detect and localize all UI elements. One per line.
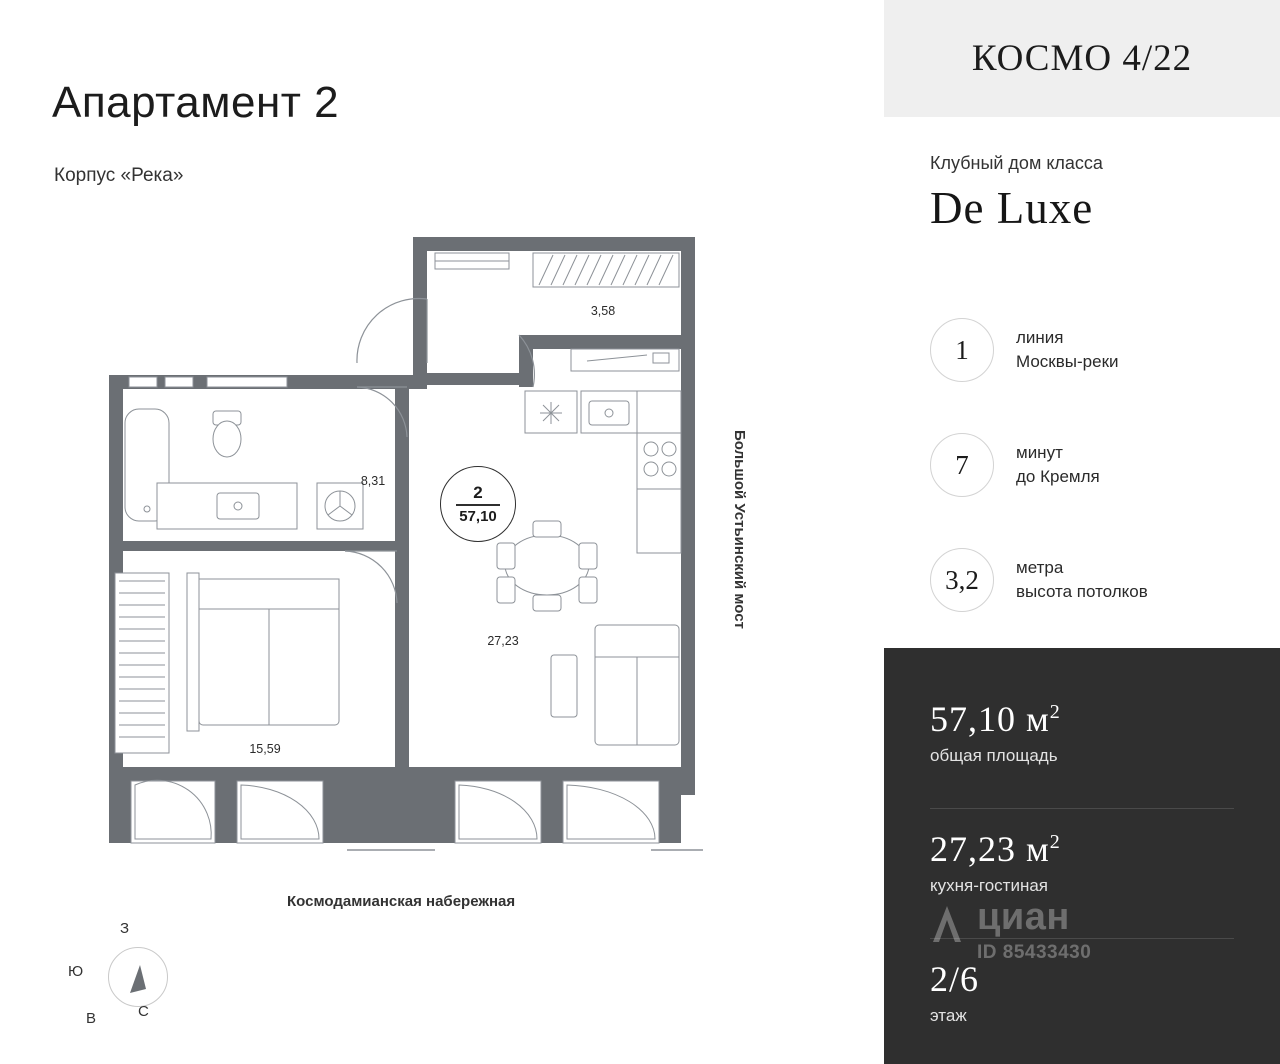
summary-item <box>884 828 1280 896</box>
summary-sup: 2 <box>1049 831 1061 853</box>
compass-label-north: З <box>120 920 130 937</box>
area-label-kitchen-living: 27,23 <box>487 634 519 648</box>
brand-name: КОСМО 4/22 <box>971 38 1193 79</box>
stat-text <box>1016 556 1148 604</box>
summary-caption: кухня-гостиная <box>930 876 1048 895</box>
watermark-text: циан <box>977 896 1070 938</box>
summary-value: 2/6 <box>930 959 980 999</box>
stat-value: 3,2 <box>930 548 994 612</box>
stat-text <box>1016 326 1119 374</box>
stat-value: 1 <box>930 318 994 382</box>
stats-block <box>884 270 1280 648</box>
class-name: De Luxe <box>930 183 1094 233</box>
compass-label-west: Ю <box>68 963 84 980</box>
summary-caption: этаж <box>930 1006 967 1025</box>
summary-sup: 2 <box>1049 701 1061 723</box>
summary-value: 27,23 $м^2$ <box>930 829 1061 869</box>
area-label-hall: 3,58 <box>590 304 616 318</box>
summary-divider <box>930 808 1234 809</box>
cian-logo-icon <box>925 902 969 946</box>
stat-line2: высота потолков <box>1016 582 1148 601</box>
compass <box>50 905 200 1045</box>
compass-label-east: В <box>86 1010 97 1027</box>
stat-line1: метра <box>1016 557 1064 577</box>
compass-label-south: С <box>138 1003 149 1020</box>
floorplan-drawing <box>95 225 735 875</box>
stat-row <box>930 548 1148 612</box>
badge-number: 2 <box>473 483 483 503</box>
summary-item <box>884 698 1280 766</box>
class-block <box>884 117 1280 270</box>
summary-item <box>884 958 1280 1026</box>
area-label-bathroom: 8,31 <box>360 474 386 488</box>
stat-text <box>1016 441 1100 489</box>
summary-block <box>884 648 1280 1064</box>
stat-row <box>930 318 1119 382</box>
stat-row <box>930 433 1100 497</box>
class-caption: Клубный дом класса <box>930 153 1103 173</box>
badge-area: 57,10 <box>459 507 497 525</box>
stat-line2: Москвы-реки <box>1016 352 1119 371</box>
page-title: Апартамент 2 <box>52 78 340 127</box>
street-label-bottom: Космодамианская набережная <box>287 893 516 910</box>
badge-divider <box>456 504 500 505</box>
street-label-right: Большой Устьинский мост <box>731 430 748 629</box>
page-subtitle: Корпус «Река» <box>54 165 184 186</box>
apartment-area-badge <box>440 466 516 542</box>
stat-line1: линия <box>1016 327 1064 347</box>
brand-block <box>884 0 1280 117</box>
summary-value: 57,10 $м^2$ <box>930 699 1061 739</box>
watermark <box>925 898 1155 962</box>
stat-line1: минут <box>1016 442 1063 462</box>
summary-caption: общая площадь <box>930 746 1058 765</box>
area-label-bedroom: 15,59 <box>249 742 281 756</box>
stat-value: 7 <box>930 433 994 497</box>
stat-line2: до Кремля <box>1016 467 1100 486</box>
watermark-id: ID 85433430 <box>977 942 1092 963</box>
